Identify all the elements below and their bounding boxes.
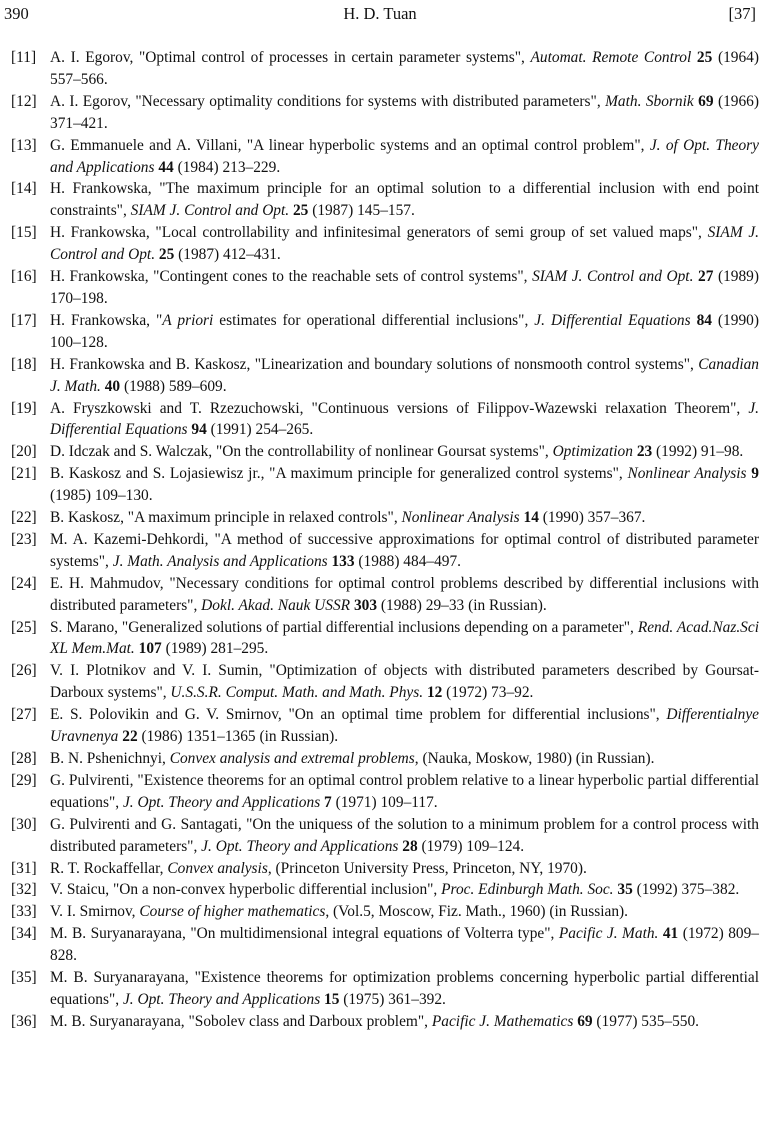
- reference-text: estimates for operational differential inclusions",: [213, 311, 535, 329]
- reference-text: H. Frankowska and B. Kaskosz, "Linearization and boundary solutions of nonsmooth control systems",: [50, 355, 699, 373]
- reference-volume: 7: [324, 793, 332, 811]
- reference-item: [11, 354, 759, 398]
- reference-text: (1992) 375–382.: [632, 881, 740, 899]
- reference-text: (1985) 109–130.: [50, 487, 153, 505]
- reference-text: V. I. Plotnikov and V. I. Sumin, "Optimization of objects with distributed parameters described by Goursat-Darboux systems",: [50, 662, 759, 702]
- reference-item: [11, 266, 759, 310]
- reference-volume: 23: [636, 443, 653, 461]
- reference-source: J. Opt. Theory and Applications: [122, 990, 321, 1008]
- reference-text: G. Emmanuele and A. Villani, "A linear hyperbolic systems and an optimal control problem",: [50, 136, 650, 154]
- reference-volume: 69: [577, 1012, 593, 1030]
- reference-label: [20]: [11, 443, 37, 461]
- reference-label: [17]: [11, 311, 37, 329]
- reference-label: [27]: [11, 706, 37, 724]
- reference-source: SIAM J. Control and Opt.: [130, 202, 290, 220]
- reference-label: [25]: [11, 618, 37, 636]
- reference-text: A. I. Egorov, "Necessary optimality conditions for systems with distributed parameters",: [50, 92, 606, 110]
- reference-source: SIAM J. Control and Opt.: [532, 268, 694, 286]
- reference-label: [34]: [11, 925, 37, 943]
- reference-item: [11, 47, 759, 91]
- reference-label: [29]: [11, 771, 37, 789]
- reference-item: [11, 617, 759, 661]
- reference-text: (1964) 557–566.: [50, 49, 759, 88]
- reference-item: [11, 507, 759, 529]
- reference-volume: 25: [292, 202, 309, 220]
- reference-text: M. B. Suryanarayana, "Existence theorems for optimization problems concerning hyperbolic partial differential equations",: [50, 969, 759, 1008]
- reference-text: B. N. Pshenichnyi,: [50, 750, 170, 767]
- page-header: [4, 4, 756, 26]
- reference-text: , (Princeton University Press, Princeton, NY, 1970).: [267, 859, 587, 877]
- reference-text: , (Nauka, Moskow, 1980) (in Russian).: [414, 750, 655, 767]
- reference-item: [11, 901, 759, 923]
- reference-text: G. Pulvirenti and G. Santagati, "On the uniquess of the solution to a minimum problem for a control process with distributed parameters",: [50, 815, 759, 855]
- reference-source: Pacific J. Math.: [558, 925, 659, 943]
- reference-label: [11]: [11, 49, 37, 66]
- reference-text: A. Fryszkowski and T. Rzezuchowski, "Continuous versions of Filippov-Wazewski relaxation Theorem",: [50, 399, 749, 417]
- reference-item: [11, 858, 759, 880]
- reference-text: (1971) 109–117.: [331, 793, 438, 811]
- reference-source: Convex analysis and extremal problems: [169, 750, 415, 767]
- reference-volume: 133: [331, 552, 355, 570]
- reference-label: [35]: [11, 969, 37, 987]
- reference-source: J. Differential Equations: [50, 399, 759, 439]
- reference-source: J. Differential Equations: [534, 311, 691, 329]
- reference-text: A. I. Egorov, "Optimal control of processes in certain parameter systems",: [50, 49, 531, 66]
- reference-label: [26]: [11, 662, 37, 680]
- reference-label: [15]: [11, 224, 37, 242]
- reference-text: (1988) 29–33 (in Russian).: [377, 596, 547, 614]
- reference-text: D. Idczak and S. Walczak, "On the controllability of nonlinear Goursat systems",: [50, 443, 553, 461]
- reference-volume: 28: [402, 837, 418, 855]
- reference-source: Proc. Edinburgh Math. Soc.: [441, 881, 614, 899]
- reference-source: Dokl. Akad. Nauk USSR: [201, 596, 351, 614]
- reference-text: (1975) 361–392.: [339, 990, 446, 1008]
- reference-volume: 14: [523, 509, 539, 527]
- reference-volume: 15: [324, 990, 340, 1008]
- reference-text: M. A. Kazemi-Dehkordi, "A method of successive approximations for optimal control of distributed parameter systems",: [50, 530, 759, 570]
- reference-text: (1987) 145–157.: [308, 202, 415, 220]
- reference-text: , (Vol.5, Moscow, Fiz. Math., 1960) (in Russian).: [325, 903, 628, 921]
- reference-text: H. Frankowska, "Contingent cones to the reachable sets of control systems",: [50, 268, 533, 286]
- reference-item: [11, 135, 759, 179]
- reference-volume: 22: [122, 728, 138, 746]
- reference-volume: 27: [698, 268, 714, 286]
- reference-source: Differentialnye Uravnenya: [50, 706, 759, 746]
- reference-volume: 107: [138, 640, 162, 658]
- reference-text: H. Frankowska, "Local controllability and infinitesimal generators of semi group of set valued maps",: [50, 224, 708, 242]
- reference-label: [28]: [11, 750, 37, 767]
- reference-label: [32]: [11, 881, 37, 899]
- reference-text: (1989) 281–295.: [161, 640, 269, 658]
- reference-label: [19]: [11, 399, 37, 417]
- reference-volume: 41: [662, 925, 679, 943]
- reference-text: S. Marano, "Generalized solutions of partial differential inclusions depending on a parameter",: [50, 618, 638, 636]
- reference-label: [22]: [11, 509, 37, 527]
- reference-text: (1989) 170–198.: [50, 268, 759, 307]
- reference-source: Convex analysis: [167, 859, 268, 877]
- reference-item: [11, 441, 759, 463]
- reference-label: [36]: [11, 1012, 37, 1030]
- reference-text: R. T. Rockaffellar,: [50, 859, 168, 877]
- reference-source: Rend. Acad.Naz.Sci XL Mem.Mat.: [50, 618, 759, 658]
- reference-text: G. Pulvirenti, "Existence theorems for an optimal control problem relative to a linear hyperbolic partial differential equations",: [50, 771, 759, 811]
- reference-source: J. Math. Analysis and Applications: [112, 552, 328, 570]
- reference-source: Nonlinear Analysis: [401, 509, 520, 527]
- reference-volume: 69: [698, 92, 714, 110]
- reference-volume: 12: [426, 684, 443, 702]
- reference-text: M. B. Suryanarayana, "On multidimensional integral equations of Volterra type",: [50, 925, 559, 943]
- reference-text: (1977) 535–550.: [592, 1012, 700, 1030]
- reference-text: (1988) 589–609.: [120, 377, 227, 395]
- reference-item: [11, 398, 759, 442]
- reference-item: [11, 91, 759, 135]
- reference-text: E. H. Mahmudov, "Necessary conditions for optimal control problems described by differential inclusions with distributed parameters",: [50, 574, 759, 614]
- reference-source: U.S.S.R. Comput. Math. and Math. Phys.: [170, 684, 424, 702]
- reference-text: H. Frankowska, "The maximum principle for an optimal solution to a differential inclusion with end point constraints",: [50, 180, 759, 220]
- reference-label: [31]: [11, 859, 37, 877]
- reference-source: Nonlinear Analysis: [627, 465, 747, 483]
- reference-item: [11, 463, 759, 507]
- reference-source: SIAM J. Control and Opt.: [50, 224, 759, 264]
- reference-label: [23]: [11, 530, 37, 548]
- reference-item: [11, 178, 759, 222]
- reference-volume: 25: [158, 246, 175, 264]
- reference-item: [11, 923, 759, 967]
- reference-text: V. I. Smirnov,: [50, 903, 140, 921]
- reference-source: Course of higher mathematics: [139, 903, 326, 921]
- reference-text: (1990) 100–128.: [50, 311, 759, 351]
- reference-item: [11, 770, 759, 814]
- reference-item: [11, 1011, 759, 1033]
- reference-label: [24]: [11, 574, 37, 592]
- reference-text: (1992) 91–98.: [652, 443, 744, 461]
- reference-text: V. Staicu, "On a non-convex hyperbolic differential inclusion",: [50, 881, 442, 899]
- reference-item: [11, 748, 759, 770]
- reference-label: [21]: [11, 465, 37, 483]
- reference-source: J. Opt. Theory and Applications: [122, 793, 321, 811]
- reference-text: (1979) 109–124.: [417, 837, 525, 855]
- reference-source: Canadian J. Math.: [50, 355, 759, 395]
- reference-text: (1990) 357–367.: [538, 509, 646, 527]
- reference-text: (1972) 73–92.: [442, 684, 534, 702]
- reference-text: B. Kaskosz, "A maximum principle in relaxed controls",: [50, 509, 402, 527]
- reference-volume: 303: [353, 596, 378, 614]
- reference-text: (1987) 412–431.: [174, 246, 281, 264]
- reference-text: (1991) 254–265.: [206, 421, 314, 439]
- reference-item: [11, 879, 759, 901]
- reference-item: [11, 814, 759, 858]
- reference-label: [33]: [11, 903, 37, 921]
- reference-item: [11, 704, 759, 748]
- reference-text: M. B. Suryanarayana, "Sobolev class and Darboux problem",: [50, 1012, 432, 1030]
- reference-volume: 40: [104, 377, 121, 395]
- reference-item: [11, 222, 759, 266]
- reference-label: [16]: [11, 268, 37, 286]
- reference-label: [18]: [11, 355, 37, 373]
- reference-item: [11, 573, 759, 617]
- reference-source: A priori: [162, 311, 214, 329]
- reference-source: Math. Sbornik: [605, 92, 694, 110]
- reference-text: (1988) 484–497.: [354, 552, 462, 570]
- reference-text: H. Frankowska, ": [50, 311, 163, 329]
- reference-source: J. Opt. Theory and Applications: [201, 837, 399, 855]
- reference-volume: 84: [696, 311, 712, 329]
- reference-text: (1986) 1351–1365 (in Russian).: [137, 728, 339, 746]
- reference-source: Automat. Remote Control: [530, 49, 692, 66]
- reference-volume: 94: [191, 421, 207, 439]
- reference-source: Pacific J. Mathematics: [431, 1012, 574, 1030]
- reference-item: [11, 310, 759, 354]
- reference-text: (1966) 371–421.: [50, 92, 759, 132]
- reference-item: [11, 967, 759, 1011]
- reference-list: [11, 47, 759, 1033]
- reference-label: [14]: [11, 180, 37, 198]
- reference-label: [13]: [11, 136, 37, 154]
- chapter-ref: [37]: [728, 4, 756, 23]
- page-number: 390: [4, 4, 29, 23]
- reference-volume: 25: [696, 49, 713, 66]
- reference-text: E. S. Polovikin and G. V. Smirnov, "On an optimal time problem for differential inclusions",: [50, 706, 667, 724]
- reference-text: (1984) 213–229.: [173, 158, 281, 176]
- reference-item: [11, 660, 759, 704]
- reference-text: (1972) 809–828.: [50, 925, 759, 965]
- running-title: H. D. Tuan: [343, 4, 417, 23]
- reference-label: [30]: [11, 815, 37, 833]
- reference-item: [11, 529, 759, 573]
- reference-source: J. of Opt. Theory and Applications: [50, 136, 760, 176]
- reference-volume: 44: [158, 158, 174, 176]
- reference-label: [12]: [11, 92, 37, 110]
- reference-text: B. Kaskosz and S. Lojasiewisz jr., "A maximum principle for generalized control systems",: [50, 465, 628, 483]
- reference-volume: 9: [751, 465, 759, 483]
- reference-source: Optimization: [552, 443, 633, 461]
- reference-volume: 35: [617, 881, 633, 899]
